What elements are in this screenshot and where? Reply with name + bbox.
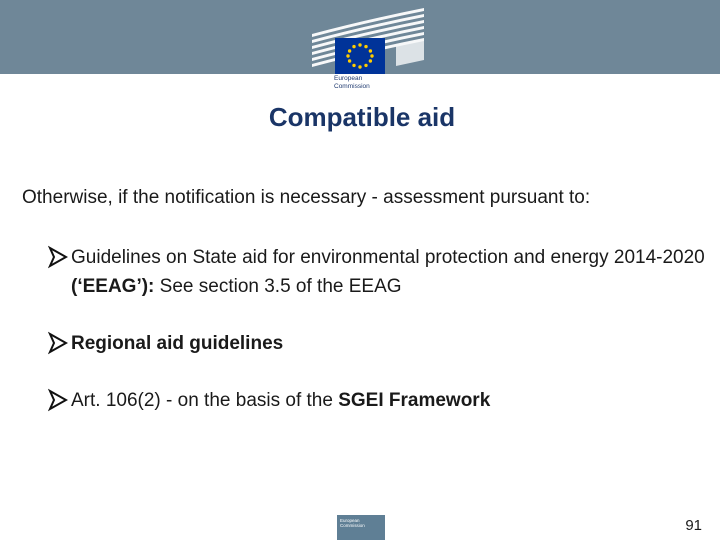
arrow-bullet-icon — [48, 331, 68, 355]
page-number: 91 — [685, 517, 702, 534]
arrow-bullet-icon — [48, 245, 68, 269]
footer-logo-text: European Commission — [340, 518, 365, 528]
bullet-text-eeag: Guidelines on State aid for environmental protection and energy 2014-2020 — [71, 247, 705, 268]
intro-text: Otherwise, if the notification is necessary - assessment pursuant to: — [22, 187, 591, 208]
bullet-bold-sgei: SGEI Framework — [338, 390, 491, 411]
bullet-item-eeag — [48, 243, 708, 301]
logo-caption — [334, 75, 394, 91]
arrow-bullet-icon — [48, 388, 68, 412]
bullet-item-sgei — [48, 386, 708, 415]
slide-title: Compatible aid — [268, 102, 456, 132]
bullet-item-regional — [48, 329, 708, 358]
logo-line-2: Commission — [334, 83, 370, 90]
bullet-text-sgei: Art. 106(2) - on the basis of the — [71, 390, 339, 411]
logo-line-1: European — [334, 75, 363, 82]
bullet-text-eeag-2: See section 3.5 of the EEAG — [154, 276, 402, 297]
bullet-bold-regional: Regional aid guidelines — [71, 333, 284, 354]
footer-logo — [337, 515, 385, 540]
bullet-bold-eeag: (‘EEAG’): — [71, 276, 155, 297]
